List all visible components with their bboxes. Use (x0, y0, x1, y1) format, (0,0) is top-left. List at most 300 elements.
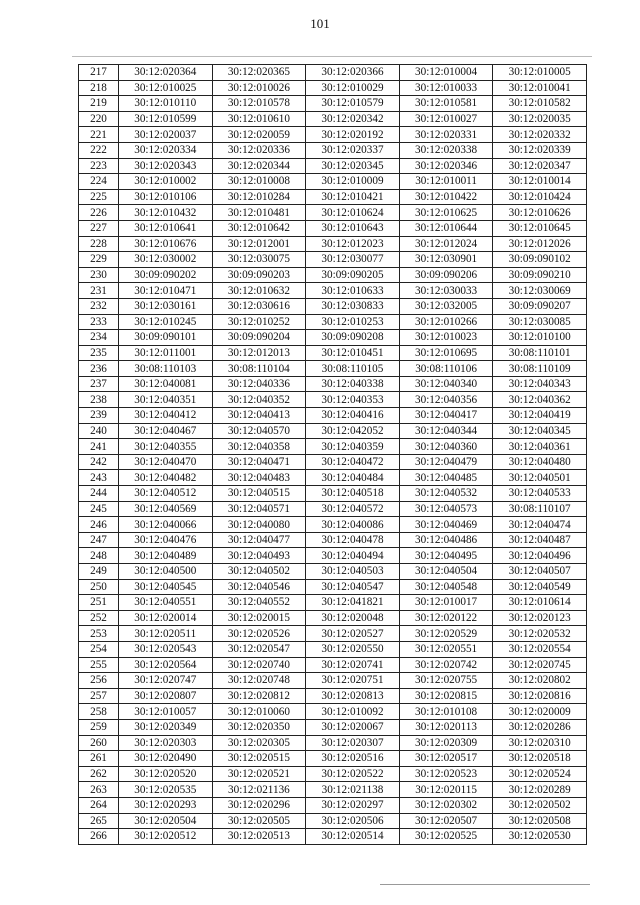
cadastral-number-cell: 30:12:040551 (119, 595, 213, 611)
row-number-cell: 224 (79, 174, 119, 190)
cadastral-number-cell: 30:12:011001 (119, 345, 213, 361)
cadastral-number-cell: 30:12:040507 (493, 564, 587, 580)
cadastral-number-cell: 30:12:020511 (119, 626, 213, 642)
row-number-cell: 234 (79, 330, 119, 346)
cadastral-number-cell: 30:12:012023 (306, 236, 400, 252)
cadastral-number-cell: 30:12:020564 (119, 657, 213, 673)
cadastral-number-cell: 30:12:040336 (212, 376, 306, 392)
row-number-cell: 250 (79, 579, 119, 595)
cadastral-number-cell: 30:12:040480 (493, 454, 587, 470)
cadastral-number-cell: 30:12:040066 (119, 517, 213, 533)
cadastral-number-cell: 30:12:020293 (119, 797, 213, 813)
row-number-cell: 236 (79, 361, 119, 377)
cadastral-number-cell: 30:12:040501 (493, 470, 587, 486)
table-row (79, 626, 587, 642)
cadastral-number-cell: 30:12:040483 (212, 470, 306, 486)
table-row (79, 829, 587, 845)
cadastral-number-cell: 30:12:030033 (399, 283, 493, 299)
row-number-cell: 261 (79, 751, 119, 767)
cadastral-number-cell: 30:08:110107 (493, 501, 587, 517)
cadastral-number-cell: 30:12:010009 (306, 174, 400, 190)
cadastral-number-cell: 30:09:090206 (399, 267, 493, 283)
cadastral-number-cell: 30:12:010025 (119, 80, 213, 96)
cadastral-number-cell: 30:12:040571 (212, 501, 306, 517)
cadastral-number-cell: 30:12:041821 (306, 595, 400, 611)
cadastral-number-cell: 30:12:010108 (399, 704, 493, 720)
cadastral-number-cell: 30:12:040338 (306, 376, 400, 392)
cadastral-number-cell: 30:12:020513 (212, 829, 306, 845)
cadastral-number-cell: 30:12:040515 (212, 486, 306, 502)
cadastral-number-cell: 30:12:020113 (399, 719, 493, 735)
row-number-cell: 226 (79, 205, 119, 221)
cadastral-number-cell: 30:12:010110 (119, 96, 213, 112)
cadastral-number-cell: 30:12:020816 (493, 688, 587, 704)
cadastral-number-cell: 30:09:090210 (493, 267, 587, 283)
cadastral-number-cell: 30:12:020297 (306, 797, 400, 813)
table-row (79, 673, 587, 689)
cadastral-number-cell: 30:12:010676 (119, 236, 213, 252)
cadastral-number-cell: 30:12:010422 (399, 189, 493, 205)
table-row (79, 719, 587, 735)
cadastral-number-cell: 30:12:040472 (306, 454, 400, 470)
row-number-cell: 258 (79, 704, 119, 720)
cadastral-number-cell: 30:12:020755 (399, 673, 493, 689)
cadastral-number-cell: 30:12:040360 (399, 439, 493, 455)
cadastral-number-cell: 30:12:010029 (306, 80, 400, 96)
row-number-cell: 217 (79, 65, 119, 81)
row-number-cell: 238 (79, 392, 119, 408)
row-number-cell: 245 (79, 501, 119, 517)
cadastral-number-cell: 30:12:040484 (306, 470, 400, 486)
cadastral-number-cell: 30:12:042052 (306, 423, 400, 439)
cadastral-number-cell: 30:12:010033 (399, 80, 493, 96)
cadastral-number-cell: 30:08:110109 (493, 361, 587, 377)
cadastral-number-cell: 30:12:010002 (119, 174, 213, 190)
table-row (79, 205, 587, 221)
cadastral-number-cell: 30:12:040417 (399, 408, 493, 424)
cadastral-number-cell: 30:12:040518 (306, 486, 400, 502)
cadastral-number-cell: 30:09:090207 (493, 298, 587, 314)
cadastral-number-cell: 30:12:040500 (119, 564, 213, 580)
table-row (79, 376, 587, 392)
cadastral-number-cell: 30:12:010245 (119, 314, 213, 330)
cadastral-number-cell: 30:12:020505 (212, 813, 306, 829)
cadastral-number-cell: 30:12:040533 (493, 486, 587, 502)
row-number-cell: 230 (79, 267, 119, 283)
cadastral-number-cell: 30:12:020296 (212, 797, 306, 813)
row-number-cell: 255 (79, 657, 119, 673)
cadastral-number-cell: 30:12:020345 (306, 158, 400, 174)
cadastral-number-cell: 30:12:010092 (306, 704, 400, 720)
row-number-cell: 251 (79, 595, 119, 611)
cadastral-number-cell: 30:12:020015 (212, 610, 306, 626)
cadastral-number-cell: 30:12:020332 (493, 127, 587, 143)
cadastral-number-cell: 30:12:020515 (212, 751, 306, 767)
cadastral-number-cell: 30:12:020543 (119, 641, 213, 657)
cadastral-number-cell: 30:12:040359 (306, 439, 400, 455)
cadastral-number-cell: 30:12:040467 (119, 423, 213, 439)
cadastral-number-cell: 30:12:040355 (119, 439, 213, 455)
row-number-cell: 265 (79, 813, 119, 829)
cadastral-number-cell: 30:12:020506 (306, 813, 400, 829)
cadastral-number-cell: 30:08:110106 (399, 361, 493, 377)
cadastral-number-cell: 30:12:040504 (399, 564, 493, 580)
cadastral-number-cell: 30:12:020547 (212, 641, 306, 657)
cadastral-number-cell: 30:12:020336 (212, 142, 306, 158)
cadastral-number-cell: 30:12:020527 (306, 626, 400, 642)
row-number-cell: 235 (79, 345, 119, 361)
cadastral-number-cell: 30:12:040532 (399, 486, 493, 502)
cadastral-number-cell: 30:12:020014 (119, 610, 213, 626)
cadastral-number-cell: 30:12:040352 (212, 392, 306, 408)
cadastral-number-cell: 30:12:020525 (399, 829, 493, 845)
cadastral-number-cell: 30:12:020342 (306, 111, 400, 127)
cadastral-number-cell: 30:12:020344 (212, 158, 306, 174)
cadastral-number-cell: 30:12:020349 (119, 719, 213, 735)
cadastral-number-cell: 30:12:040545 (119, 579, 213, 595)
cadastral-number-cell: 30:09:090208 (306, 330, 400, 346)
row-number-cell: 252 (79, 610, 119, 626)
cadastral-number-cell: 30:12:010645 (493, 220, 587, 236)
row-number-cell: 219 (79, 96, 119, 112)
cadastral-number-cell: 30:12:010578 (212, 96, 306, 112)
cadastral-number-cell: 30:12:020518 (493, 751, 587, 767)
cadastral-number-cell: 30:12:030077 (306, 252, 400, 268)
cadastral-number-cell: 30:12:020522 (306, 766, 400, 782)
cadastral-number-cell: 30:09:090203 (212, 267, 306, 283)
cadastral-number-cell: 30:12:020741 (306, 657, 400, 673)
cadastral-number-cell: 30:12:020551 (399, 641, 493, 657)
cadastral-number-cell: 30:12:010624 (306, 205, 400, 221)
cadastral-number-cell: 30:12:010471 (119, 283, 213, 299)
cadastral-number-cell: 30:12:030085 (493, 314, 587, 330)
row-number-cell: 257 (79, 688, 119, 704)
row-number-cell: 253 (79, 626, 119, 642)
cadastral-number-cell: 30:12:020751 (306, 673, 400, 689)
cadastral-number-cell: 30:12:010626 (493, 205, 587, 221)
cadastral-number-cell: 30:12:040486 (399, 532, 493, 548)
row-number-cell: 222 (79, 142, 119, 158)
cadastral-number-cell: 30:12:020059 (212, 127, 306, 143)
table-row (79, 158, 587, 174)
cadastral-number-cell: 30:12:020535 (119, 782, 213, 798)
cadastral-number-cell: 30:12:020516 (306, 751, 400, 767)
scan-edge-line-bottom (380, 884, 590, 885)
cadastral-number-cell: 30:12:010643 (306, 220, 400, 236)
cadastral-number-cell: 30:12:020115 (399, 782, 493, 798)
row-number-cell: 248 (79, 548, 119, 564)
cadastral-number-cell: 30:12:020303 (119, 735, 213, 751)
table-row (79, 766, 587, 782)
row-number-cell: 228 (79, 236, 119, 252)
cadastral-number-cell: 30:12:020807 (119, 688, 213, 704)
cadastral-number-cell: 30:12:010057 (119, 704, 213, 720)
cadastral-number-cell: 30:12:010252 (212, 314, 306, 330)
cadastral-number-cell: 30:12:020521 (212, 766, 306, 782)
row-number-cell: 239 (79, 408, 119, 424)
cadastral-number-cell: 30:12:020364 (119, 65, 213, 81)
table-row (79, 517, 587, 533)
cadastral-number-cell: 30:12:040412 (119, 408, 213, 424)
row-number-cell: 240 (79, 423, 119, 439)
table-row (79, 236, 587, 252)
cadastral-number-cell: 30:12:020802 (493, 673, 587, 689)
cadastral-number-cell: 30:12:020512 (119, 829, 213, 845)
cadastral-number-cell: 30:12:040503 (306, 564, 400, 580)
cadastral-number-cell: 30:12:040487 (493, 532, 587, 548)
row-number-cell: 220 (79, 111, 119, 127)
cadastral-number-cell: 30:12:020517 (399, 751, 493, 767)
cadastral-number-cell: 30:12:020529 (399, 626, 493, 642)
cadastral-number-cell: 30:12:020339 (493, 142, 587, 158)
cadastral-number-cell: 30:12:020346 (399, 158, 493, 174)
cadastral-number-cell: 30:12:032005 (399, 298, 493, 314)
table-row (79, 595, 587, 611)
cadastral-number-cell: 30:12:040470 (119, 454, 213, 470)
cadastral-number-cell: 30:12:010060 (212, 704, 306, 720)
cadastral-number-cell: 30:12:010581 (399, 96, 493, 112)
table-row (79, 392, 587, 408)
row-number-cell: 260 (79, 735, 119, 751)
cadastral-number-cell: 30:12:020550 (306, 641, 400, 657)
cadastral-number-cell: 30:12:012026 (493, 236, 587, 252)
cadastral-number-cell: 30:12:040419 (493, 408, 587, 424)
cadastral-number-cell: 30:12:010644 (399, 220, 493, 236)
cadastral-number-cell: 30:12:020347 (493, 158, 587, 174)
row-number-cell: 256 (79, 673, 119, 689)
row-number-cell: 237 (79, 376, 119, 392)
cadastral-number-cell: 30:12:040548 (399, 579, 493, 595)
cadastral-number-cell: 30:12:020504 (119, 813, 213, 829)
cadastral-number-cell: 30:12:010641 (119, 220, 213, 236)
cadastral-number-cell: 30:12:020302 (399, 797, 493, 813)
cadastral-number-cell: 30:12:040496 (493, 548, 587, 564)
cadastral-number-cell: 30:08:110104 (212, 361, 306, 377)
cadastral-number-cell: 30:12:020350 (212, 719, 306, 735)
cadastral-number-cell: 30:12:020343 (119, 158, 213, 174)
cadastral-number-cell: 30:12:040489 (119, 548, 213, 564)
cadastral-number-cell: 30:12:010481 (212, 205, 306, 221)
cadastral-number-cell: 30:12:010614 (493, 595, 587, 611)
cadastral-number-cell: 30:12:020366 (306, 65, 400, 81)
table-row (79, 408, 587, 424)
table-row (79, 298, 587, 314)
cadastral-number-cell: 30:12:040485 (399, 470, 493, 486)
cadastral-number-cell: 30:12:010582 (493, 96, 587, 112)
cadastral-number-cell: 30:12:040353 (306, 392, 400, 408)
table-row (79, 361, 587, 377)
cadastral-number-cell: 30:12:040345 (493, 423, 587, 439)
table-row (79, 548, 587, 564)
cadastral-number-cell: 30:09:090101 (119, 330, 213, 346)
cadastral-number-cell: 30:12:010642 (212, 220, 306, 236)
cadastral-number-cell: 30:12:040356 (399, 392, 493, 408)
cadastral-number-cell: 30:12:030075 (212, 252, 306, 268)
cadastral-number-cell: 30:12:020048 (306, 610, 400, 626)
row-number-cell: 242 (79, 454, 119, 470)
cadastral-number-cell: 30:12:040474 (493, 517, 587, 533)
page-number: 101 (310, 16, 330, 31)
cadastral-number-cell: 30:12:020337 (306, 142, 400, 158)
cadastral-number-cell: 30:08:110101 (493, 345, 587, 361)
cadastral-number-cell: 30:12:020742 (399, 657, 493, 673)
cadastral-number-cell: 30:12:010005 (493, 65, 587, 81)
cadastral-number-cell: 30:12:020748 (212, 673, 306, 689)
cadastral-number-cell: 30:12:020812 (212, 688, 306, 704)
cadastral-number-cell: 30:12:030901 (399, 252, 493, 268)
cadastral-number-cell: 30:12:010014 (493, 174, 587, 190)
cadastral-number-cell: 30:12:020532 (493, 626, 587, 642)
row-number-cell: 263 (79, 782, 119, 798)
cadastral-number-cell: 30:12:010599 (119, 111, 213, 127)
table-row (79, 704, 587, 720)
cadastral-number-cell: 30:12:012001 (212, 236, 306, 252)
row-number-cell: 223 (79, 158, 119, 174)
cadastral-number-cell: 30:12:020526 (212, 626, 306, 642)
cadastral-number-cell: 30:12:020286 (493, 719, 587, 735)
table-row (79, 423, 587, 439)
table-row (79, 501, 587, 517)
cadastral-number-cell: 30:12:040476 (119, 532, 213, 548)
cadastral-number-cell: 30:12:040080 (212, 517, 306, 533)
table-row (79, 252, 587, 268)
table-row (79, 174, 587, 190)
table-row (79, 65, 587, 81)
cadastral-number-cell: 30:12:010632 (212, 283, 306, 299)
cadastral-number-cell: 30:12:020523 (399, 766, 493, 782)
cadastral-number-cell: 30:12:010004 (399, 65, 493, 81)
table-row (79, 330, 587, 346)
cadastral-number-cell: 30:12:040494 (306, 548, 400, 564)
cadastral-number-cell: 30:12:010633 (306, 283, 400, 299)
cadastral-number-cell: 30:12:020747 (119, 673, 213, 689)
cadastral-quarter-table (78, 64, 587, 845)
row-number-cell: 243 (79, 470, 119, 486)
cadastral-number-cell: 30:09:090202 (119, 267, 213, 283)
cadastral-number-cell: 30:12:040569 (119, 501, 213, 517)
table-row (79, 314, 587, 330)
cadastral-number-cell: 30:12:020490 (119, 751, 213, 767)
row-number-cell: 264 (79, 797, 119, 813)
cadastral-number-cell: 30:12:020122 (399, 610, 493, 626)
cadastral-number-cell: 30:12:040477 (212, 532, 306, 548)
cadastral-number-cell: 30:12:040416 (306, 408, 400, 424)
table-row (79, 782, 587, 798)
row-number-cell: 231 (79, 283, 119, 299)
cadastral-number-cell: 30:12:020524 (493, 766, 587, 782)
cadastral-number-cell: 30:12:020331 (399, 127, 493, 143)
row-number-cell: 229 (79, 252, 119, 268)
cadastral-number-cell: 30:12:020009 (493, 704, 587, 720)
cadastral-number-cell: 30:12:040471 (212, 454, 306, 470)
row-number-cell: 227 (79, 220, 119, 236)
row-number-cell: 232 (79, 298, 119, 314)
cadastral-number-cell: 30:09:090102 (493, 252, 587, 268)
table-row (79, 189, 587, 205)
cadastral-number-cell: 30:12:020740 (212, 657, 306, 673)
cadastral-number-cell: 30:12:040549 (493, 579, 587, 595)
cadastral-number-cell: 30:12:030069 (493, 283, 587, 299)
cadastral-number-cell: 30:12:040479 (399, 454, 493, 470)
cadastral-number-cell: 30:12:030833 (306, 298, 400, 314)
row-number-cell: 233 (79, 314, 119, 330)
row-number-cell: 241 (79, 439, 119, 455)
table-row (79, 564, 587, 580)
row-number-cell: 262 (79, 766, 119, 782)
row-number-cell: 218 (79, 80, 119, 96)
cadastral-number-cell: 30:12:010695 (399, 345, 493, 361)
cadastral-number-cell: 30:12:010017 (399, 595, 493, 611)
cadastral-number-cell: 30:09:090204 (212, 330, 306, 346)
cadastral-number-cell: 30:12:010100 (493, 330, 587, 346)
table-row (79, 96, 587, 112)
cadastral-number-cell: 30:12:040361 (493, 439, 587, 455)
cadastral-number-cell: 30:12:010451 (306, 345, 400, 361)
cadastral-number-cell: 30:12:010026 (212, 80, 306, 96)
cadastral-number-cell: 30:12:020037 (119, 127, 213, 143)
table-row (79, 657, 587, 673)
table-row (79, 641, 587, 657)
scan-edge-line (72, 56, 592, 57)
cadastral-number-cell: 30:12:020514 (306, 829, 400, 845)
cadastral-number-cell: 30:12:040546 (212, 579, 306, 595)
table-row (79, 735, 587, 751)
cadastral-number-cell: 30:12:040478 (306, 532, 400, 548)
cadastral-number-cell: 30:12:020334 (119, 142, 213, 158)
cadastral-number-cell: 30:12:020123 (493, 610, 587, 626)
cadastral-number-cell: 30:08:110103 (119, 361, 213, 377)
cadastral-number-cell: 30:08:110105 (306, 361, 400, 377)
cadastral-number-cell: 30:12:010027 (399, 111, 493, 127)
cadastral-number-cell: 30:12:020338 (399, 142, 493, 158)
cadastral-number-cell: 30:12:021138 (306, 782, 400, 798)
cadastral-number-cell: 30:12:010253 (306, 314, 400, 330)
cadastral-number-cell: 30:12:010432 (119, 205, 213, 221)
cadastral-number-cell: 30:12:020530 (493, 829, 587, 845)
row-number-cell: 249 (79, 564, 119, 580)
cadastral-number-cell: 30:12:010625 (399, 205, 493, 221)
table-row (79, 532, 587, 548)
table-row (79, 142, 587, 158)
cadastral-number-cell: 30:12:040482 (119, 470, 213, 486)
cadastral-number-cell: 30:12:040572 (306, 501, 400, 517)
cadastral-number-cell: 30:12:040081 (119, 376, 213, 392)
cadastral-number-cell: 30:12:030616 (212, 298, 306, 314)
cadastral-number-cell: 30:12:020507 (399, 813, 493, 829)
cadastral-number-cell: 30:12:040502 (212, 564, 306, 580)
cadastral-number-cell: 30:12:040573 (399, 501, 493, 517)
cadastral-number-cell: 30:12:040344 (399, 423, 493, 439)
cadastral-number-cell: 30:12:020502 (493, 797, 587, 813)
cadastral-number-cell: 30:12:020067 (306, 719, 400, 735)
table-row (79, 454, 587, 470)
cadastral-number-cell: 30:12:040512 (119, 486, 213, 502)
cadastral-number-cell: 30:12:012024 (399, 236, 493, 252)
cadastral-number-cell: 30:12:010266 (399, 314, 493, 330)
table-row (79, 80, 587, 96)
table-row (79, 283, 587, 299)
table-row (79, 345, 587, 361)
row-number-cell: 225 (79, 189, 119, 205)
row-number-cell: 244 (79, 486, 119, 502)
cadastral-number-cell: 30:12:010008 (212, 174, 306, 190)
cadastral-number-cell: 30:12:040493 (212, 548, 306, 564)
row-number-cell: 246 (79, 517, 119, 533)
cadastral-number-cell: 30:12:020554 (493, 641, 587, 657)
cadastral-number-cell: 30:12:010041 (493, 80, 587, 96)
cadastral-number-cell: 30:12:040570 (212, 423, 306, 439)
cadastral-number-cell: 30:12:020508 (493, 813, 587, 829)
